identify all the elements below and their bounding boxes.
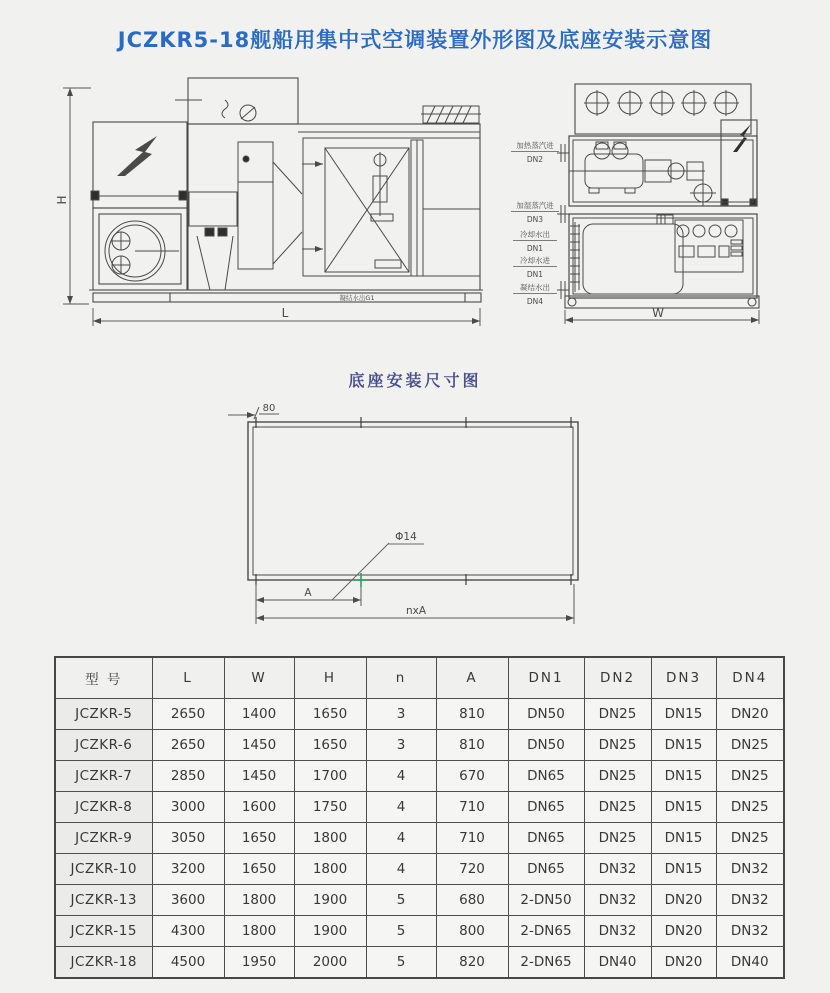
table-cell: DN25 — [716, 792, 784, 823]
table-cell-model: JCZKR-5 — [55, 699, 152, 730]
table-cell: DN25 — [716, 761, 784, 792]
table-cell: 2850 — [152, 761, 224, 792]
table-row — [55, 699, 784, 730]
table-cell-model: JCZKR-10 — [55, 854, 152, 885]
table-cell-model: JCZKR-7 — [55, 761, 152, 792]
table-cell: DN20 — [651, 916, 716, 947]
table-row — [55, 854, 784, 885]
table-cell: DN50 — [508, 730, 584, 761]
lightning-icon — [117, 136, 157, 176]
table-cell: 3 — [366, 730, 436, 761]
table-cell: 720 — [436, 854, 508, 885]
table-cell: 680 — [436, 885, 508, 916]
table-row — [55, 885, 784, 916]
table-cell: DN15 — [651, 823, 716, 854]
table-row — [55, 730, 784, 761]
table-row — [55, 823, 784, 854]
table-cell-model: JCZKR-8 — [55, 792, 152, 823]
pipe-flanges — [557, 144, 569, 299]
pipe-label-text: 凝结水出 — [520, 283, 550, 292]
page-title: JCZKR5-18舰船用集中式空调装置外形图及底座安装示意图 — [117, 28, 713, 52]
pipe-label-text: 冷却水进 — [520, 256, 550, 265]
dim-w-label: W — [652, 306, 664, 320]
table-cell: 3050 — [152, 823, 224, 854]
end-view-drawing — [505, 74, 820, 328]
table-cell: DN32 — [584, 854, 651, 885]
table-cell-model: JCZKR-9 — [55, 823, 152, 854]
dim-nxa-label: nxA — [405, 605, 427, 617]
table-cell: DN25 — [584, 730, 651, 761]
table-cell-model: JCZKR-13 — [55, 885, 152, 916]
table-cell: DN20 — [716, 699, 784, 730]
dim-l-label: L — [281, 306, 289, 320]
table-cell: DN50 — [508, 699, 584, 730]
table-cell: 2-DN65 — [508, 916, 584, 947]
table-cell: 2650 — [152, 699, 224, 730]
table-header-l: L — [152, 657, 224, 699]
pipe-label-condensate-out — [513, 282, 557, 306]
table-cell: 4 — [366, 761, 436, 792]
table-cell: 5 — [366, 885, 436, 916]
pipe-labels — [511, 140, 559, 306]
table-cell: DN32 — [584, 916, 651, 947]
table-cell: 1800 — [224, 885, 294, 916]
pipe-label-dn: DN2 — [526, 155, 544, 164]
pipe-label-humidifying-steam — [511, 200, 559, 224]
table-cell: DN15 — [651, 792, 716, 823]
table-header-h: H — [294, 657, 366, 699]
table-cell: 2650 — [152, 730, 224, 761]
dim-a-label: A — [304, 587, 312, 599]
pipe-label-dn: DN1 — [526, 270, 544, 279]
table-cell: DN40 — [584, 947, 651, 979]
table-cell: DN15 — [651, 699, 716, 730]
table-cell: 710 — [436, 792, 508, 823]
table-cell: 1900 — [294, 885, 366, 916]
table-cell: 2-DN65 — [508, 947, 584, 979]
table-cell: DN25 — [584, 792, 651, 823]
table-cell: 3200 — [152, 854, 224, 885]
pipe-label-text: 冷却水出 — [520, 230, 550, 239]
table-cell: DN25 — [716, 823, 784, 854]
table-cell-model: JCZKR-6 — [55, 730, 152, 761]
table-header-dn4: DN4 — [716, 657, 784, 699]
table-cell: DN40 — [716, 947, 784, 979]
table-cell: 1450 — [224, 761, 294, 792]
top-box-details — [175, 86, 256, 121]
table-header-dn1: DN1 — [508, 657, 584, 699]
table-cell: 1800 — [294, 854, 366, 885]
table-cell: DN65 — [508, 761, 584, 792]
base-diagram-title: 底座安装尺寸图 — [348, 371, 482, 390]
hole-diameter-label: Φ14 — [395, 531, 417, 543]
table-header-dn3: DN3 — [651, 657, 716, 699]
pipe-label-dn: DN4 — [526, 297, 544, 306]
pipe-label-dn: DN1 — [526, 244, 544, 253]
table-header-a: A — [436, 657, 508, 699]
table-row — [55, 792, 784, 823]
table-cell: DN20 — [651, 947, 716, 979]
table-cell: 1800 — [294, 823, 366, 854]
table-cell: 5 — [366, 916, 436, 947]
table-cell: 1600 — [224, 792, 294, 823]
side-view-outline — [93, 78, 480, 290]
table-cell: 710 — [436, 823, 508, 854]
table-cell-model: JCZKR-18 — [55, 947, 152, 979]
table-cell: 4 — [366, 792, 436, 823]
coil-chamber — [302, 138, 480, 276]
spec-table — [54, 656, 785, 979]
table-cell: DN15 — [651, 761, 716, 792]
condenser-circles — [105, 221, 179, 281]
table-cell: DN32 — [716, 885, 784, 916]
pipe-label-dn: DN3 — [526, 215, 544, 224]
table-row — [55, 916, 784, 947]
chiller-compartment — [569, 214, 757, 298]
table-cell: 810 — [436, 730, 508, 761]
table-cell: 5 — [366, 947, 436, 979]
table-cell: DN15 — [651, 854, 716, 885]
table-cell: 810 — [436, 699, 508, 730]
table-cell: DN65 — [508, 792, 584, 823]
compressor-compartment — [569, 136, 757, 206]
table-cell-model: JCZKR-15 — [55, 916, 152, 947]
table-cell: 1750 — [294, 792, 366, 823]
table-cell: DN65 — [508, 823, 584, 854]
table-cell: DN25 — [584, 761, 651, 792]
hole-callout — [332, 543, 424, 600]
table-cell: 2-DN50 — [508, 885, 584, 916]
table-cell: DN32 — [584, 885, 651, 916]
bolt-hole-ticks — [256, 417, 571, 585]
table-cell: DN25 — [584, 823, 651, 854]
table-cell: 3 — [366, 699, 436, 730]
table-cell: DN20 — [651, 885, 716, 916]
table-cell: DN32 — [716, 854, 784, 885]
table-header-model: 型 号 — [55, 657, 152, 699]
table-cell: DN15 — [651, 730, 716, 761]
right-panel — [721, 120, 757, 206]
table-cell: 1400 — [224, 699, 294, 730]
pipe-label-heating-steam — [511, 140, 559, 164]
base-skid — [89, 290, 483, 302]
dim-h-label: H — [55, 195, 69, 205]
roof-vent-hatch — [421, 106, 481, 123]
pipe-label-text: 加湿蒸汽进 — [516, 201, 554, 210]
table-cell: 2000 — [294, 947, 366, 979]
fan-deck — [575, 84, 751, 134]
table-cell: 670 — [436, 761, 508, 792]
drain-label: 凝结水出G1 — [339, 294, 375, 302]
table-cell: 1650 — [224, 854, 294, 885]
table-header-w: W — [224, 657, 294, 699]
edge-offset-label: 80 — [262, 403, 276, 414]
table-cell: DN65 — [508, 854, 584, 885]
table-cell: DN32 — [716, 916, 784, 947]
table-cell: 3600 — [152, 885, 224, 916]
table-row — [55, 947, 784, 979]
pipe-label-text: 加热蒸汽进 — [516, 141, 554, 150]
table-cell: 1700 — [294, 761, 366, 792]
side-view-drawing — [55, 64, 510, 342]
table-cell: DN25 — [716, 730, 784, 761]
table-cell: 4 — [366, 823, 436, 854]
spec-table-body — [55, 699, 784, 979]
fan-duct-section — [189, 142, 302, 290]
table-cell: 4500 — [152, 947, 224, 979]
base-diagram-drawing — [226, 394, 610, 634]
base-frame — [248, 422, 578, 580]
table-row — [55, 761, 784, 792]
table-cell: 1650 — [294, 699, 366, 730]
table-cell: 4 — [366, 854, 436, 885]
table-cell: 1450 — [224, 730, 294, 761]
table-cell: 1650 — [294, 730, 366, 761]
table-cell: 4300 — [152, 916, 224, 947]
divider-band — [91, 191, 187, 200]
table-cell: 1650 — [224, 823, 294, 854]
table-cell: 1950 — [224, 947, 294, 979]
pipe-label-cooling-water-out — [513, 229, 557, 253]
table-cell: 1800 — [224, 916, 294, 947]
table-cell: 820 — [436, 947, 508, 979]
table-header-row — [55, 657, 784, 699]
table-cell: 1900 — [294, 916, 366, 947]
table-cell: DN25 — [584, 699, 651, 730]
table-cell: 800 — [436, 916, 508, 947]
pipe-label-cooling-water-in — [513, 255, 557, 279]
table-header-dn2: DN2 — [584, 657, 651, 699]
table-header-n: n — [366, 657, 436, 699]
table-cell: 3000 — [152, 792, 224, 823]
